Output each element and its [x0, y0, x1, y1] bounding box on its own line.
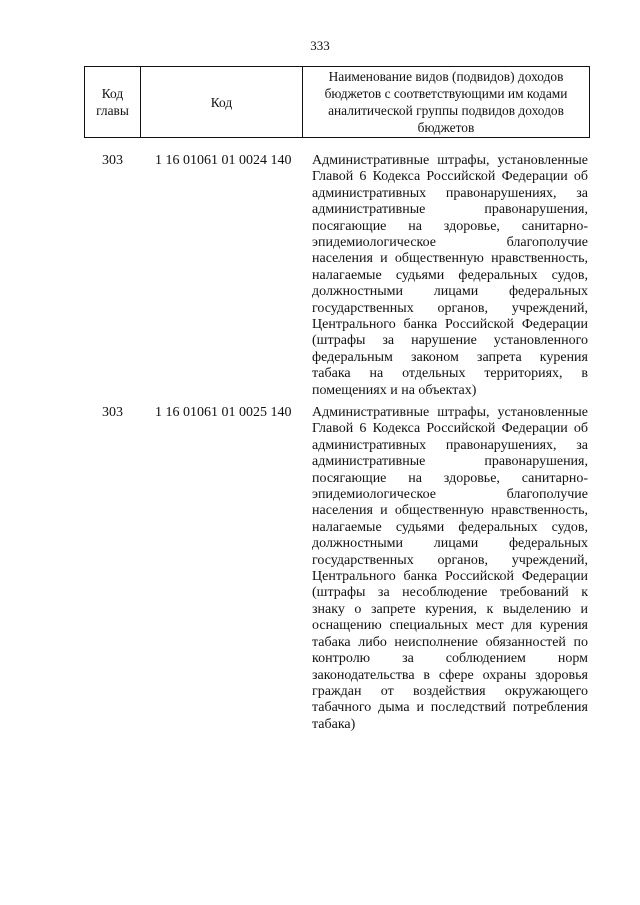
revenue-name-line: контролю за соблюдением норм — [312, 651, 588, 667]
revenue-name-line: помещениях и на объектах) — [312, 382, 477, 398]
header-code: Код — [141, 67, 303, 138]
header-name — [303, 67, 590, 138]
revenue-name-line: Главой 6 Кодекса Российской Федерации об — [312, 421, 588, 437]
revenue-name-line: эпидемиологическое благополучие — [312, 235, 588, 251]
revenue-name-line: Центрального банка Российской Федерации — [312, 569, 588, 585]
revenue-name-line: государственных органов, учреждений, — [312, 552, 588, 568]
header-chapter-code-line: главы — [96, 103, 129, 118]
revenue-name-line: табака на отдельных территориях, в — [312, 366, 588, 382]
revenue-name-line: налагаемые судьями федеральных судов, — [312, 267, 588, 283]
revenue-name — [312, 405, 588, 733]
header-chapter-code-line: Код — [101, 86, 124, 101]
revenue-name-line: посягающие на здоровье, санитарно- — [312, 218, 588, 234]
chapter-code: 303 — [102, 405, 123, 420]
chapter-code: 303 — [102, 153, 123, 168]
page-number: 333 — [310, 38, 330, 53]
revenue-name-line: граждан от воздействия окружающего — [312, 683, 588, 699]
revenue-name-line: административные правонарушения, — [312, 202, 588, 218]
revenue-name-line: Главой 6 Кодекса Российской Федерации об — [312, 169, 588, 185]
header-name-line: Наименование видов (подвидов) доходов — [328, 69, 564, 84]
revenue-name-line: Административные штрафы, установленные — [312, 153, 588, 168]
revenue-name-line: административные правонарушения, — [312, 454, 588, 470]
revenue-name-line: знаку о запрете курения, к выделению и — [312, 601, 588, 617]
revenue-name-line: Административные штрафы, установленные — [312, 405, 588, 420]
revenue-name-line: табачного дыма и последствий потребления — [312, 700, 588, 716]
revenue-name-line: (штрафы за нарушение установленного — [312, 333, 588, 349]
header-name-line: аналитической группы подвидов доходов — [328, 103, 564, 118]
revenue-name-line: (штрафы за несоблюдение требований к — [312, 585, 588, 601]
revenue-name-line: административных правонарушениях, за — [312, 437, 588, 453]
revenue-name-line: федеральным законом запрета курения — [312, 349, 588, 365]
budget-code: 1 16 01061 01 0025 140 — [155, 405, 292, 420]
revenue-name-line: посягающие на здоровье, санитарно- — [312, 470, 588, 486]
revenue-name — [312, 153, 588, 399]
revenue-name-line: оснащению специальных мест для курения — [312, 618, 588, 634]
revenue-name-line: должностными лицами федеральных — [312, 536, 588, 552]
revenue-name-line: населения и общественную нравственность, — [312, 251, 588, 267]
revenue-name-line: административных правонарушениях, за — [312, 185, 588, 201]
revenue-name-line: Центрального банка Российской Федерации — [312, 317, 588, 333]
revenue-name-line: законодательства в сфере охраны здоровья — [312, 667, 588, 683]
revenue-name-line: населения и общественную нравственность, — [312, 503, 588, 519]
revenue-name-line: табака) — [312, 716, 356, 732]
table-header — [84, 66, 590, 138]
revenue-name-line: табака либо неисполнение обязанностей по — [312, 634, 588, 650]
header-name-line: бюджетов — [417, 120, 475, 135]
revenue-name-line: налагаемые судьями федеральных судов, — [312, 519, 588, 535]
revenue-name-line: должностными лицами федеральных — [312, 284, 588, 300]
budget-code: 1 16 01061 01 0024 140 — [155, 153, 292, 168]
header-chapter-code — [85, 67, 141, 138]
header-name-line: бюджетов с соответствующими им кодами — [324, 86, 568, 101]
revenue-name-line: государственных органов, учреждений, — [312, 300, 588, 316]
revenue-name-line: эпидемиологическое благополучие — [312, 487, 588, 503]
